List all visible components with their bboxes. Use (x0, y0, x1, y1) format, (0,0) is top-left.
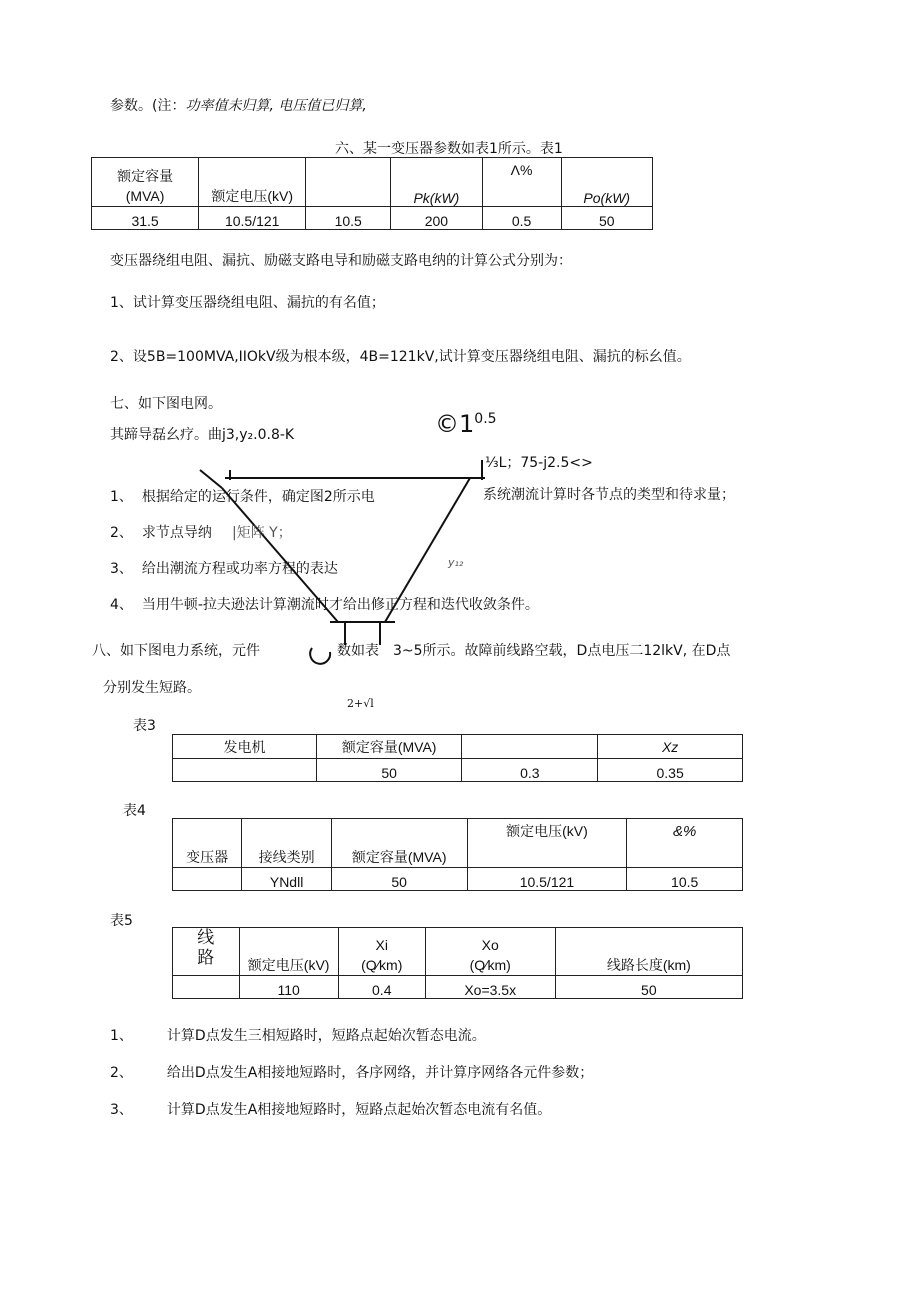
table3-cell: 50 (316, 759, 461, 782)
q7-symbol-sup: 0.5 (474, 411, 497, 427)
q8-item2: 2、 给出D点发生A相接地短路时，各序网络，并计算序网络各元件参数； (110, 1065, 594, 1081)
q8-line1c: 3~5所示。故障前线路空载，D点电压二12lkV, 在D点 (393, 643, 731, 659)
table5-cell: 50 (555, 976, 742, 999)
q7-item3: 3、 给出潮流方程或功率方程的表达 (110, 561, 338, 577)
table4-header: 变压器 (173, 819, 242, 868)
q8-line2: 分别发生短路。 (103, 680, 201, 696)
table1-header-lambda: Λ% (482, 158, 561, 207)
q7-symbol-main: ©1 (435, 410, 475, 438)
table4-cell (173, 868, 242, 891)
q6-formula-intro: 变压器绕组电阻、漏抗、励磁支路电导和励磁支路电纳的计算公式分别为： (110, 253, 572, 269)
table3-header: 发电机 (173, 735, 317, 759)
table5-cell: Xo=3.5x (425, 976, 555, 999)
intro-prefix: 参数。(注： (110, 98, 186, 114)
q7-item4: 4、 当用牛顿-拉夫逊法计算潮流时才给出修正方程和迭代收敛条件。 (110, 597, 539, 613)
q8-item3: 3、 计算D点发生A相接地短路时，短路点起始次暂态电流有名值。 (110, 1102, 552, 1118)
table1-cell: 200 (391, 207, 482, 230)
table5-cell (173, 976, 240, 999)
q8-item1: 1、 计算D点发生三相短路时，短路点起始次暂态电流。 (110, 1028, 486, 1044)
q6-title: 六、某一变压器参数如表1所示。表1 (335, 141, 563, 157)
table4 (172, 818, 743, 891)
table4-cell: 10.5/121 (467, 868, 627, 891)
q8-line1b: 数如表 (337, 643, 379, 659)
table5-label: 表5 (110, 913, 133, 929)
table5 (172, 927, 743, 999)
q6-item2: 2、设5B=100MVA,IIOkV级为根本级，4B=121kV,试计算变压器绕组电阻、漏抗的标幺值。 (110, 349, 691, 365)
q7-item1: 1、 根据给定的运行条件，确定图2所示电 (110, 489, 375, 505)
table1-cell: 50 (561, 207, 652, 230)
generator-symbol (310, 648, 330, 664)
q6-item1: 1、试计算变压器绕组电阻、漏抗的有名值； (110, 295, 385, 311)
table1-header-po: Po(kW) (561, 158, 652, 207)
q8-line1a: 八、如下图电力系统，元件 (92, 643, 260, 659)
table3-cell (173, 759, 317, 782)
y12-label: y₁₂ (448, 556, 464, 569)
table4-header: &% (627, 819, 743, 868)
q7-item2-tail: |矩阵 Y； (232, 525, 292, 541)
table1-header-voltage: 额定电压(kV) (199, 158, 306, 207)
q7-item2: 2、 求节点导纳 (110, 525, 212, 541)
table4-cell: 10.5 (627, 868, 743, 891)
table3-header (462, 735, 598, 759)
table1-header-capacity: 额定容量 (MVA) (92, 158, 199, 207)
q7-line2: 其蹄导磊幺疗。曲j3,y₂.0.8-K (110, 427, 295, 443)
table3-header: Xz (598, 735, 743, 759)
table3-cell: 0.3 (462, 759, 598, 782)
table3 (172, 734, 743, 782)
table4-cell: 50 (331, 868, 467, 891)
table3-label: 表3 (133, 718, 156, 734)
q7-title: 七、如下图电网。 (110, 396, 222, 412)
intro-italic: 功率值未归算, 电压值已归算, (185, 98, 367, 114)
table4-cell: YNdll (242, 868, 331, 891)
table3-cell: 0.35 (598, 759, 743, 782)
q7-item1-tail: 系统潮流计算时各节点的类型和待求量； (483, 487, 735, 503)
table3-header: 额定容量(MVA) (316, 735, 461, 759)
table5-cell: 110 (239, 976, 338, 999)
table5-header-line: 线 路 (173, 928, 240, 976)
table4-header: 接线类别 (242, 819, 331, 868)
table1-cell: 0.5 (482, 207, 561, 230)
q8-formula: 2+√l (347, 697, 374, 710)
table4-header: 额定电压(kV) (467, 819, 627, 868)
table4-label: 表4 (123, 803, 146, 819)
table5-header: 额定电压(kV) (239, 928, 338, 976)
table1-cell: 10.5/121 (199, 207, 306, 230)
table5-cell: 0.4 (338, 976, 425, 999)
table1-cell: 31.5 (92, 207, 199, 230)
table5-header-xo: Xo (Q∕km) (425, 928, 555, 976)
table1-header-pk: Pk(kW) (391, 158, 482, 207)
table4-header: 额定容量(MVA) (331, 819, 467, 868)
table1-cell: 10.5 (306, 207, 391, 230)
table5-header-xi: Xi (Q∕km) (338, 928, 425, 976)
table5-header: 线路长度(km) (555, 928, 742, 976)
q7-load-label: ⅓L；75-j2.5<> (485, 455, 593, 471)
